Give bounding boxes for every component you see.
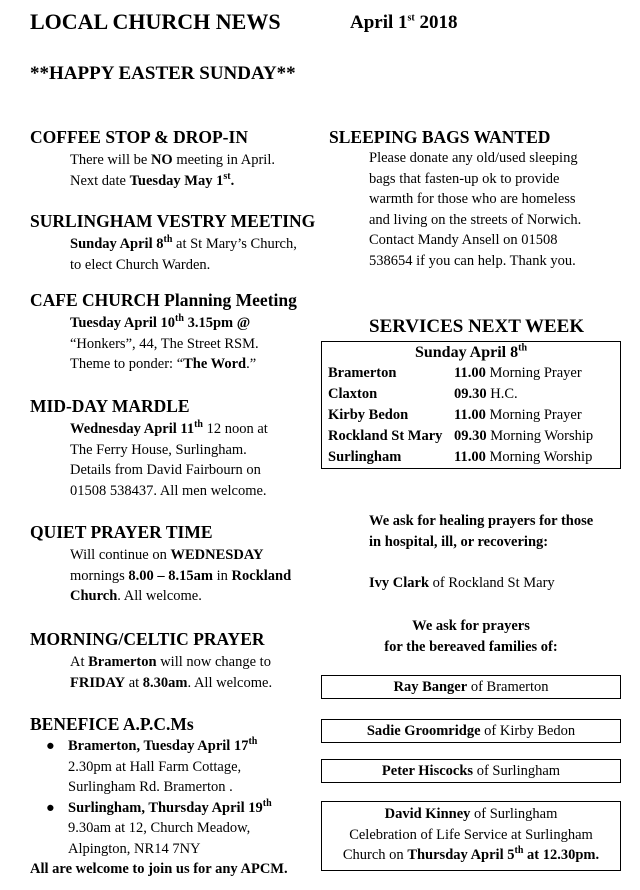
healing-request: We ask for healing prayers for those in hospital, ill, or recovering: <box>369 513 594 550</box>
quiet-text: Will continue on WEDNESDAY mornings 8.00 – 8.15am in Rockland Church. All welcome. <box>70 547 292 604</box>
sleeping-heading: SLEEPING BAGS WANTED <box>329 127 551 147</box>
celtic-text: At Bramerton will now change to FRIDAY at 8.30am. All welcome. <box>70 654 273 691</box>
mardle-text: Wednesday April 11th 12 noon at The Ferry House, Surlingham. Details from David Fairbourn on 01508 538437. All men welcome. <box>70 419 268 499</box>
table-row: Surlingham 11.00 Morning Worship <box>328 449 593 465</box>
coffee-text: There will be NO meeting in April. Next date Tuesday May 1st. <box>70 152 275 189</box>
mardle-heading: MID-DAY MARDLE <box>30 396 190 416</box>
ivy-line: Ivy Clark of Rockland St Mary <box>369 575 555 591</box>
bullet-icon: ● <box>46 738 55 754</box>
table-row: Kirby Bedon 11.00 Morning Prayer <box>328 407 582 423</box>
bereaved-request: We ask for prayers for the bereaved families of: <box>384 618 558 655</box>
issue-date: April 1st 2018 <box>350 12 458 33</box>
celtic-heading: MORNING/CELTIC PRAYER <box>30 629 265 649</box>
services-box <box>321 341 621 469</box>
table-row: Claxton 09.30 H.C. <box>328 386 518 402</box>
quiet-heading: QUIET PRAYER TIME <box>30 522 213 542</box>
cafe-text: Tuesday April 10th 3.15pm @ “Honkers”, 44, The Street RSM. Theme to ponder: “The Word.” <box>70 313 259 372</box>
services-heading: SERVICES NEXT WEEK <box>369 316 585 337</box>
services-table <box>328 363 593 468</box>
vestry-text: Sunday April 8th at St Mary’s Church, to elect Church Warden. <box>70 234 297 273</box>
bereaved-box: Sadie Groomridge of Kirby Bedon <box>321 719 621 743</box>
apcm-list <box>30 736 288 880</box>
apcm-heading: BENEFICE A.P.C.Ms <box>30 714 194 734</box>
bereaved-box: Ray Banger of Bramerton <box>321 675 621 699</box>
list-item: ● Bramerton, Tuesday April 17th 2.30pm at Hall Farm Cottage, Surlingham Rd. Bramerton . <box>46 736 258 795</box>
vestry-heading: SURLINGHAM VESTRY MEETING <box>30 211 316 231</box>
bereaved-box: Peter Hiscocks of Surlingham <box>321 759 621 783</box>
table-row: Bramerton 11.00 Morning Prayer <box>328 365 582 381</box>
bullet-icon: ● <box>46 799 55 816</box>
table-row: Rockland St Mary 09.30 Morning Worship <box>328 428 594 444</box>
list-item: ● Surlingham, Thursday April 19th 9.30am at 12, Church Meadow, Alpington, NR14 7NY <box>46 797 272 857</box>
kinney-box: David Kinney of Surlingham Celebration of Life Service at Surlingham Church on Thursday April 5th at 12.30pm. <box>321 801 621 871</box>
cafe-heading: CAFE CHURCH Planning Meeting <box>30 290 297 310</box>
easter-banner: **HAPPY EASTER SUNDAY** <box>30 63 296 84</box>
page-title: LOCAL CHURCH NEWS <box>30 9 281 34</box>
services-day: Sunday April 8th <box>414 342 528 361</box>
sleeping-text: Please donate any old/used sleeping bags that fasten-up ok to provide warmth for those who are homeless and living on the streets of Norwich. Contact Mandy Ansell on 01508 538654 if you can help. Thank you. <box>369 150 582 269</box>
coffee-heading: COFFEE STOP & DROP-IN <box>30 127 248 147</box>
apcm-footer: All are welcome to join us for any APCM. <box>30 861 288 877</box>
